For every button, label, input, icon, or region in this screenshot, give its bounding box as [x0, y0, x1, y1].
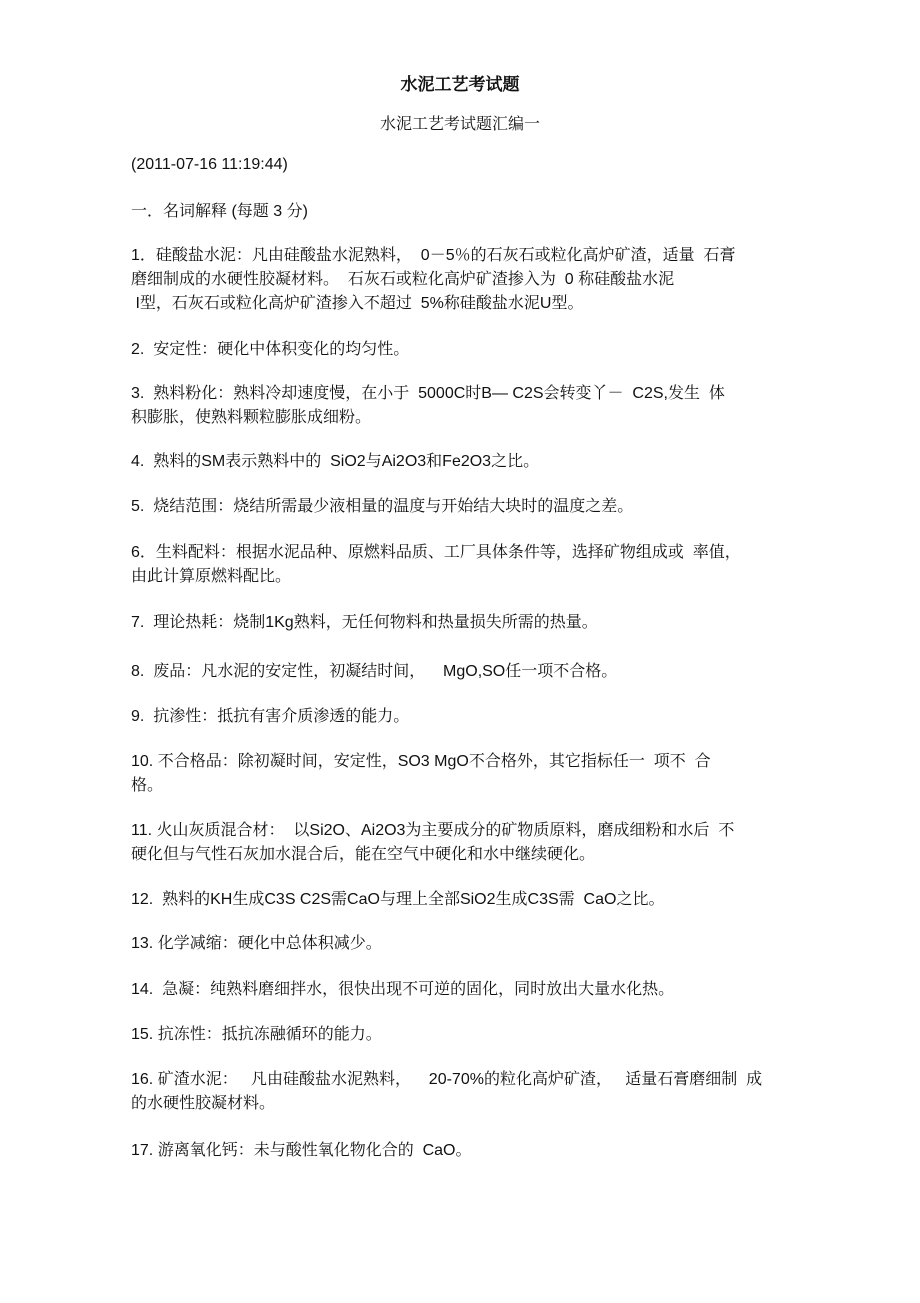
definition-item — [131, 338, 409, 362]
definition-line: 9. 抗渗性：抵抗有害介质渗透的能力。 — [131, 708, 410, 725]
definition-line: 3. 熟料粉化：熟料冷却速度慢，在小于 5000C时B— C2S会转变丫－ C2S,发生 体 — [131, 385, 725, 402]
definition-line: 积膨胀，使熟料颗粒膨胀成细粉。 — [131, 409, 372, 426]
document-title: 水泥工艺考试题 — [400, 75, 520, 94]
definition-line: I型，石灰石或粒化高炉矿渣掺入不超过 5%称硅酸盐水泥U型。 — [131, 295, 584, 312]
definition-line: 15. 抗冻性：抵抗冻融循环的能力。 — [131, 1026, 382, 1043]
definition-line: 硬化但与气性石灰加水混合后，能在空气中硬化和水中继续硬化。 — [131, 846, 596, 863]
definition-item — [131, 932, 382, 956]
definition-item — [131, 888, 664, 912]
definition-line: 4. 熟料的SM表示熟料中的 SiO2与Ai2O3和Fe2O3之比。 — [131, 453, 540, 470]
definition-line: 2. 安定性：硬化中体积变化的均匀性。 — [131, 341, 410, 358]
definition-line: 11. 火山灰质混合材： 以Si2O、Ai2O3为主要成分的矿物质原料，磨成细粉和水后 不 — [131, 822, 735, 839]
definition-item — [131, 450, 539, 474]
definition-item — [131, 978, 674, 1002]
definition-item — [131, 244, 735, 316]
definition-item — [131, 1139, 471, 1163]
definition-line: 8. 废品：凡水泥的安定性，初凝结时间， MgO,SO任一项不合格。 — [131, 663, 618, 680]
definition-line: 的水硬性胶凝材料。 — [131, 1095, 276, 1112]
definition-item — [131, 1068, 762, 1116]
definition-item — [131, 819, 734, 867]
definition-line: 16. 矿渣水泥： 凡由硅酸盐水泥熟料， 20-70%的粒化高炉矿渣， 适量石膏磨细制 成 — [131, 1071, 763, 1088]
definition-line: 6．生料配料：根据水泥品种、原燃料品质、工厂具体条件等，选择矿物组成或 率值， — [131, 544, 741, 561]
document-subtitle: 水泥工艺考试题汇编一 — [379, 116, 540, 133]
document-date: (2011-07-16 11:19:44) — [131, 156, 288, 173]
definition-item — [131, 1023, 382, 1047]
section-heading: 一．名词解释 (每题 3 分) — [131, 203, 308, 220]
definition-item — [131, 495, 633, 519]
definition-item — [131, 705, 409, 729]
definition-item — [131, 750, 711, 798]
definition-line: 格。 — [131, 777, 164, 794]
definition-line: 14. 急凝：纯熟料磨细拌水，很快出现不可逆的固化，同时放出大量水化热。 — [131, 981, 675, 998]
definition-line: 5. 烧结范围：烧结所需最少液相量的温度与开始结大块时的温度之差。 — [131, 498, 634, 515]
definition-item — [131, 611, 598, 635]
definition-line: 1．硅酸盐水泥：凡由硅酸盐水泥熟料， 0－5％的石灰石或粒化高炉矿渣，适量 石膏 — [131, 247, 736, 264]
definition-item — [131, 660, 617, 684]
definition-line: 磨细制成的水硬性胶凝材料。 石灰石或粒化高炉矿渣掺入为 0 称硅酸盐水泥 — [131, 271, 675, 288]
definition-line: 12. 熟料的KH生成C3S C2S需CaO与理上全部SiO2生成C3S需 CaO之比。 — [131, 891, 665, 908]
definition-item — [131, 541, 741, 589]
definition-line: 17. 游离氧化钙：未与酸性氧化物化合的 CaO。 — [131, 1142, 472, 1159]
definition-line: 由此计算原燃料配比。 — [131, 568, 292, 585]
definition-line: 10. 不合格品：除初凝时间，安定性，SO3 MgO不合格外，其它指标任一 项不 合 — [131, 753, 711, 770]
definition-item — [131, 382, 725, 430]
definition-line: 13. 化学减缩：硬化中总体积减少。 — [131, 935, 382, 952]
definition-line: 7. 理论热耗：烧制1Kg熟料，无任何物料和热量损失所需的热量。 — [131, 614, 598, 631]
